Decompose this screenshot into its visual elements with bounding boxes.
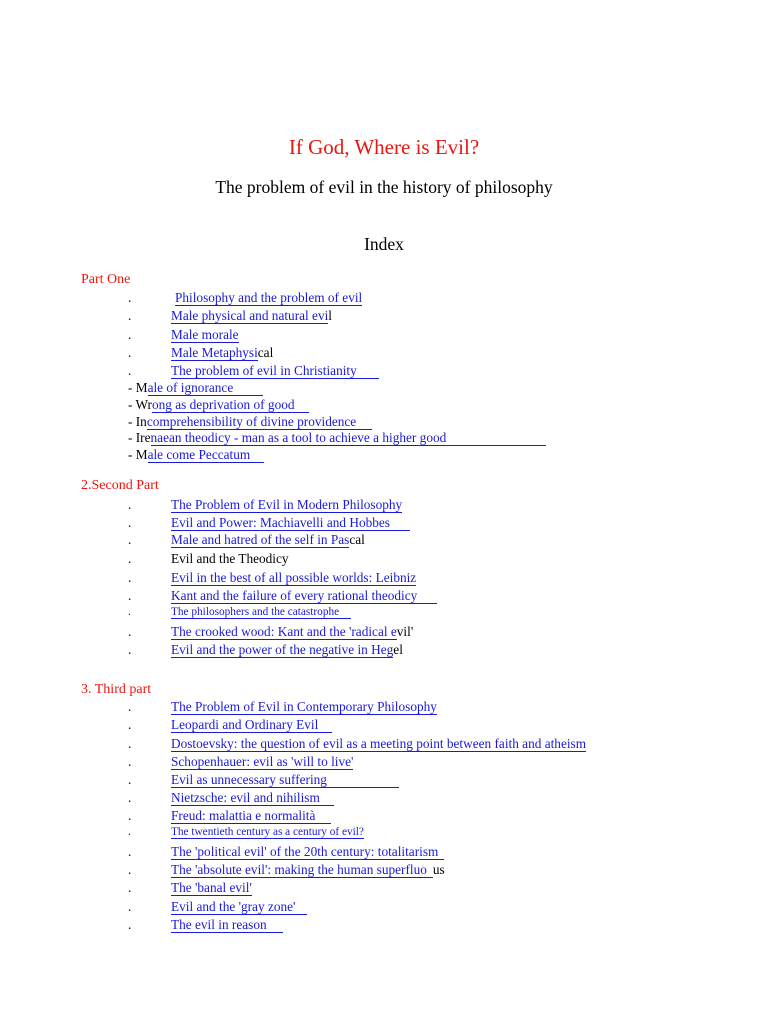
toc-link[interactable]: Evil and Power: Machiavelli and Hobbes xyxy=(171,515,410,531)
entry-marker: - M xyxy=(128,380,148,395)
entry-marker: . xyxy=(128,844,132,859)
entry-tail: vil' xyxy=(396,624,414,639)
toc-link[interactable]: The 'absolute evil': making the human superfluo xyxy=(171,862,433,878)
entry-marker: . xyxy=(128,717,132,732)
entry-marker: . xyxy=(128,588,132,603)
toc-link[interactable]: The 'political evil' of the 20th century: totalitarism xyxy=(171,844,444,860)
entry-tail: us xyxy=(432,862,445,877)
entry-marker: . xyxy=(128,327,132,342)
entry-marker: . xyxy=(128,862,132,877)
document-title: If God, Where is Evil? xyxy=(288,135,480,159)
toc-link[interactable]: Leopardi and Ordinary Evil xyxy=(171,717,332,733)
entry-marker: . xyxy=(128,642,132,657)
toc-link[interactable]: The twentieth century as a century of evil? xyxy=(171,826,364,838)
index-heading: Index xyxy=(364,234,404,254)
entry-tail: el xyxy=(393,642,403,657)
entry-marker: . xyxy=(128,497,132,512)
entry-tail: l xyxy=(328,308,332,323)
entry-marker: . xyxy=(128,308,132,323)
toc-link[interactable]: ale of ignorance xyxy=(148,380,264,396)
toc-link[interactable]: Evil and the power of the negative in Heg xyxy=(171,642,394,657)
entry-marker: - In xyxy=(128,414,147,429)
entry-marker: - M xyxy=(128,447,148,462)
entry-marker: . xyxy=(128,345,132,360)
toc-link[interactable]: naean theodicy - man as a tool to achieve a higher good xyxy=(151,430,547,446)
document-subtitle: The problem of evil in the history of philosophy xyxy=(215,177,553,197)
entry-marker: . xyxy=(128,290,132,305)
entry-marker: . xyxy=(128,899,132,914)
toc-link[interactable]: Evil in the best of all possible worlds: Leibniz xyxy=(171,570,417,585)
toc-link[interactable]: The philosophers and the catastrophe xyxy=(171,606,351,619)
toc-link[interactable]: ale come Peccatum xyxy=(148,447,265,463)
entry-marker: . xyxy=(128,363,132,378)
entry-marker: . xyxy=(128,790,132,805)
toc-link[interactable]: The crooked wood: Kant and the 'radical e xyxy=(171,624,397,639)
toc-link[interactable]: Schopenhauer: evil as 'will to live' xyxy=(171,754,354,769)
entry-marker: . xyxy=(128,532,132,547)
toc-link[interactable]: Male and hatred of the self in Pas xyxy=(171,532,350,547)
toc-text: Evil and the Theodicy xyxy=(171,551,289,566)
entry-marker: . xyxy=(128,917,132,932)
entry-marker: . xyxy=(128,624,132,639)
toc-link[interactable]: Male morale xyxy=(171,327,239,342)
entry-marker: . xyxy=(128,570,132,585)
toc-link[interactable]: ong as deprivation of good xyxy=(152,397,309,413)
toc-link[interactable]: Philosophy and the problem of evil xyxy=(175,290,363,305)
part-heading: Part One xyxy=(81,272,131,287)
entry-tail: cal xyxy=(349,532,365,547)
toc-link[interactable]: The Problem of Evil in Modern Philosophy xyxy=(171,497,403,512)
entry-marker: . xyxy=(128,606,131,618)
entry-marker: . xyxy=(128,515,132,530)
toc-link[interactable]: Dostoevsky: the question of evil as a meeting point between faith and atheism xyxy=(171,736,587,751)
toc-link[interactable]: Male Metaphysi xyxy=(171,345,258,360)
toc-link[interactable]: Evil as unnecessary suffering xyxy=(171,772,399,788)
entry-tail: cal xyxy=(257,345,274,360)
toc-link[interactable]: The 'banal evil' xyxy=(171,880,252,895)
toc-link[interactable]: Nietzsche: evil and nihilism xyxy=(171,790,334,806)
toc-link[interactable]: Freud: malattia e normalità xyxy=(171,808,331,824)
part-heading: 2.Second Part xyxy=(81,478,159,493)
entry-marker: . xyxy=(128,754,132,769)
entry-marker: . xyxy=(128,699,132,714)
entry-marker: - Ire xyxy=(128,430,151,445)
entry-marker: . xyxy=(128,551,132,566)
toc-link[interactable]: The problem of evil in Christianity xyxy=(171,363,379,379)
entry-marker: . xyxy=(128,808,132,823)
entry-marker: . xyxy=(128,772,132,787)
toc-link[interactable]: comprehensibility of divine providence xyxy=(147,414,372,430)
entry-marker: - Wr xyxy=(128,397,152,412)
entry-marker: . xyxy=(128,736,132,751)
toc-link[interactable]: The Problem of Evil in Contemporary Philosophy xyxy=(171,699,437,714)
toc-link[interactable]: Kant and the failure of every rational theodicy xyxy=(171,588,437,604)
toc-link[interactable]: Male physical and natural evi xyxy=(171,308,329,323)
part-heading: 3. Third part xyxy=(81,682,152,697)
entry-marker: . xyxy=(128,880,132,895)
entry-marker: . xyxy=(128,826,131,838)
toc-link[interactable]: Evil and the 'gray zone' xyxy=(171,899,307,915)
toc-link[interactable]: The evil in reason xyxy=(171,917,283,933)
